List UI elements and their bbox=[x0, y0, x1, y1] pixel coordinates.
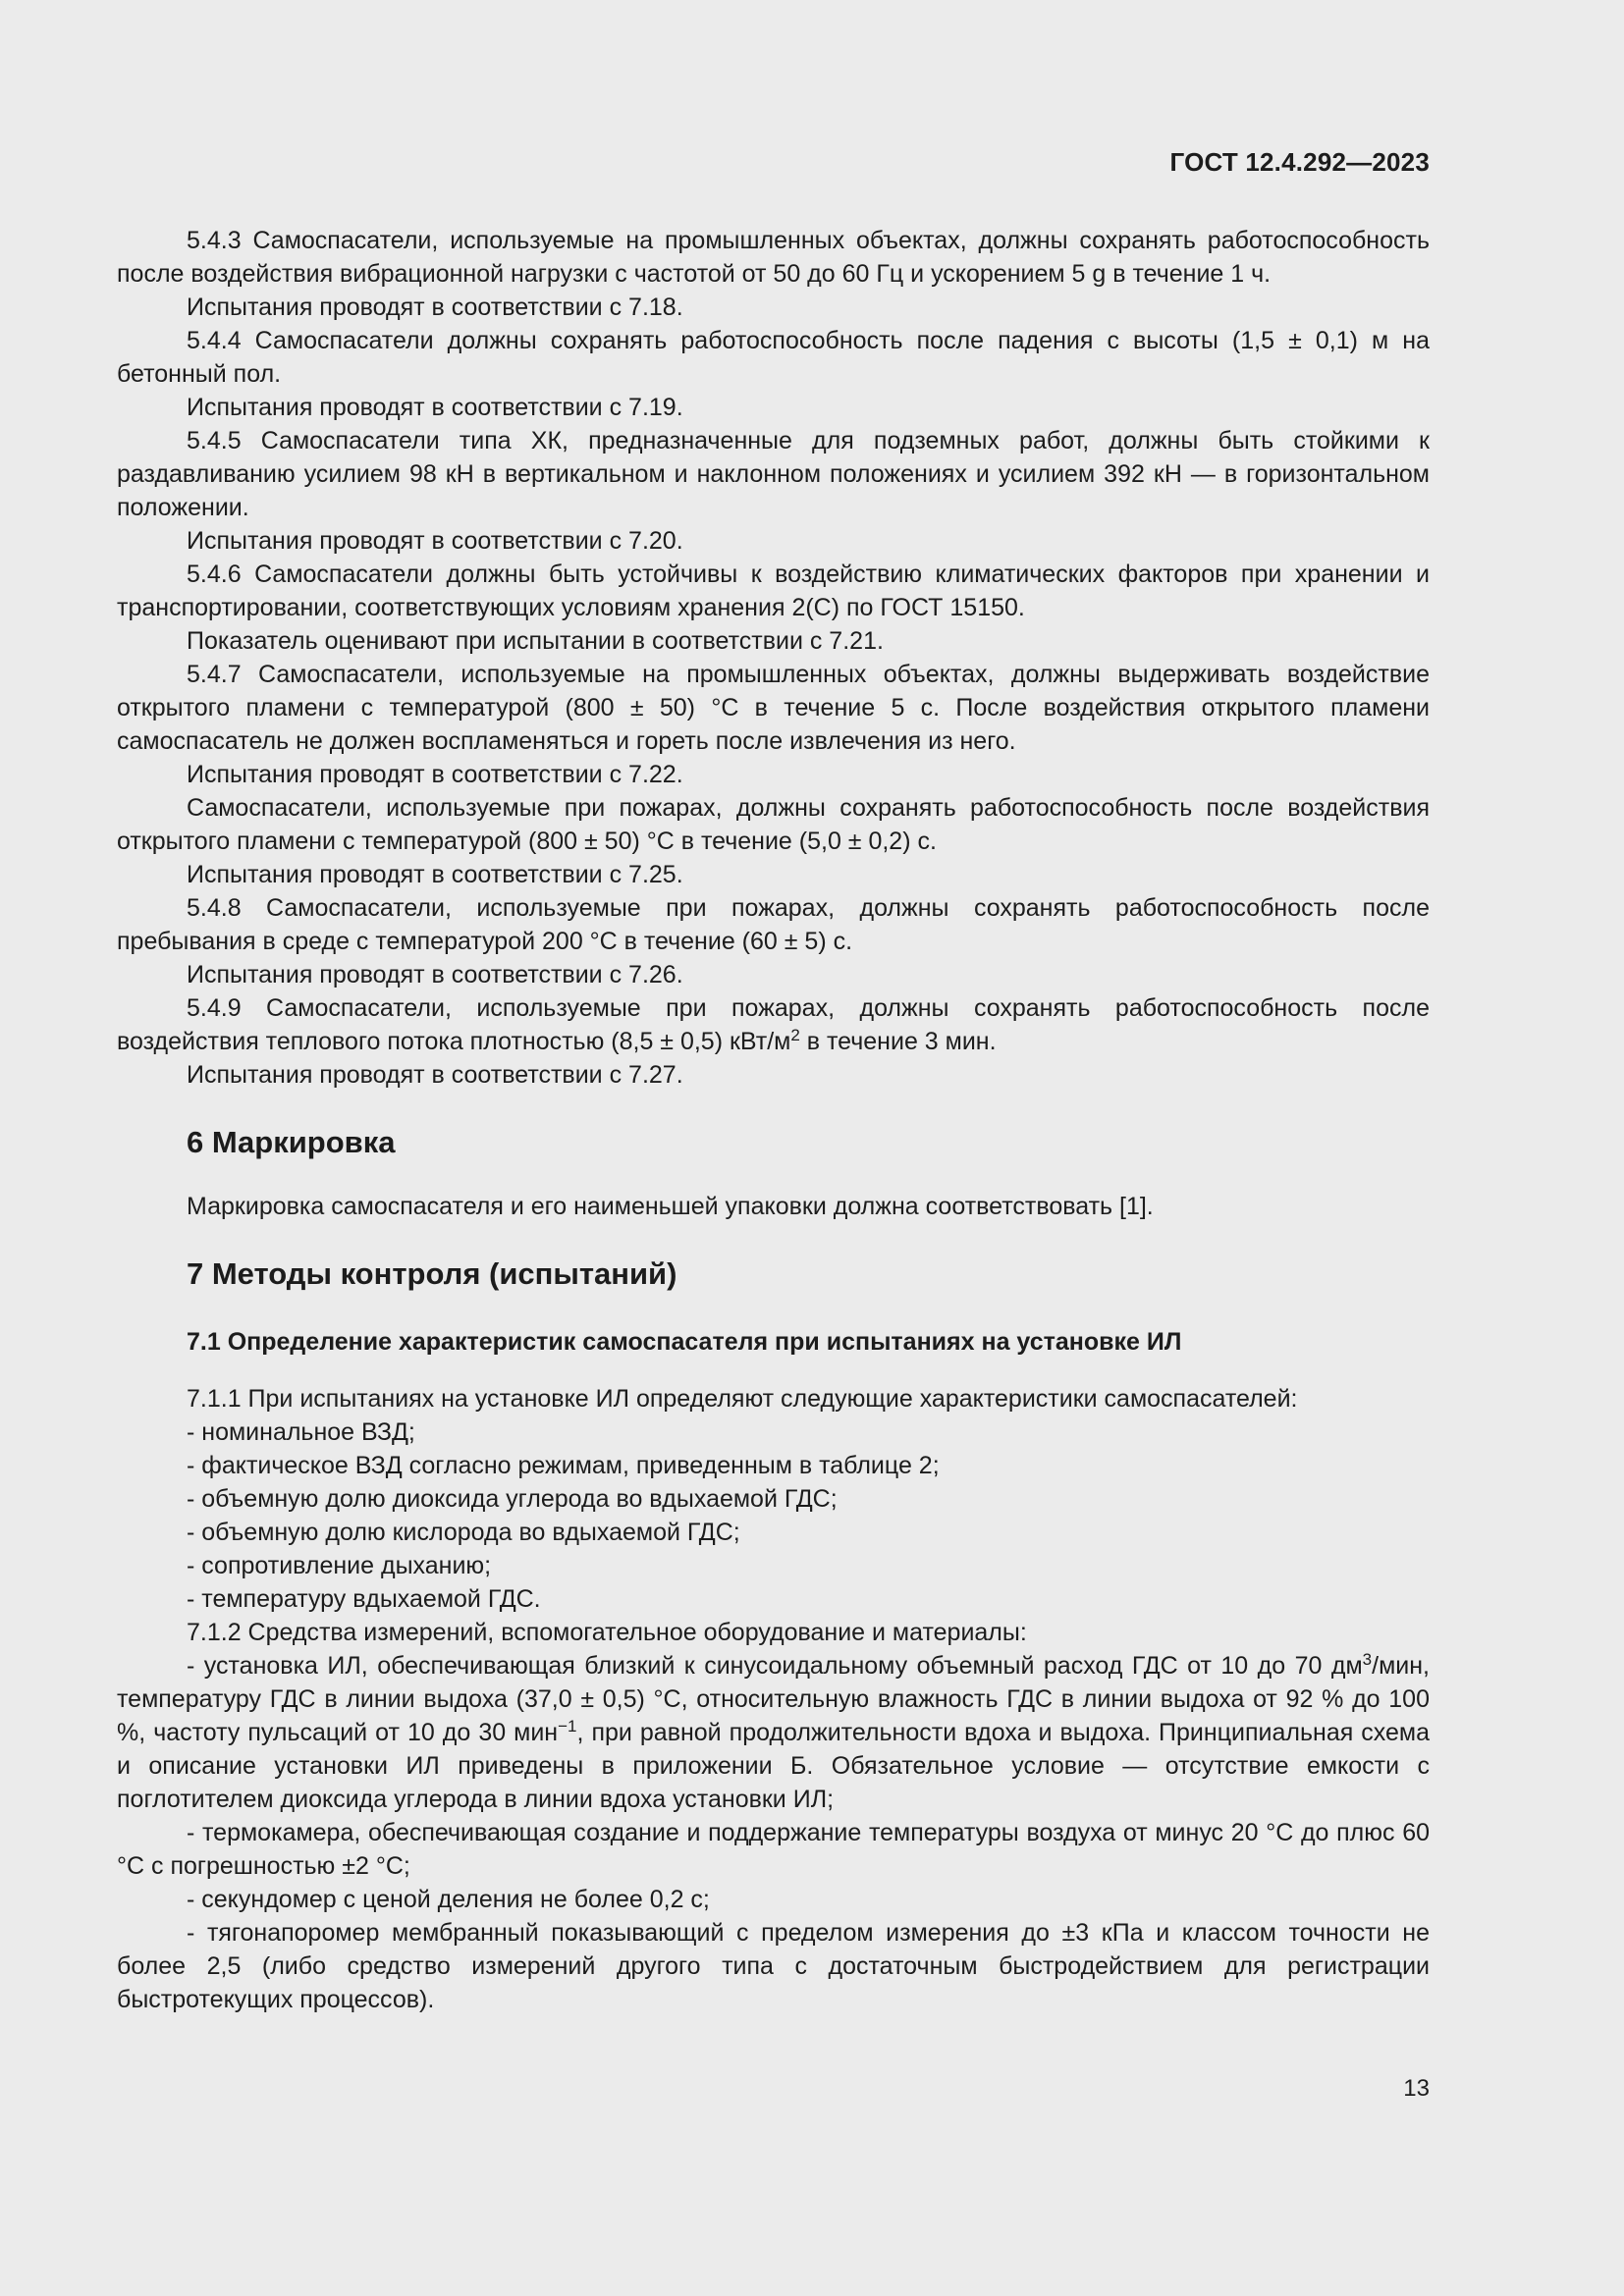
clause-5-4-9 bbox=[117, 991, 1430, 1058]
document-code-header: ГОСТ 12.4.292—2023 bbox=[1169, 147, 1430, 177]
clause-5-4-9-text: 5.4.9 Самоспасатели, используемые при пожарах, должны сохранять работоспособность после воздействия теплового потока плотностью (8,5 ± 0,5) кВт/м bbox=[117, 994, 1430, 1055]
section-6-text: Маркировка самоспасателя и его наименьшей упаковки должна соответствовать [1]. bbox=[187, 1193, 1154, 1220]
section-6-heading: 6 Маркировка bbox=[187, 1125, 396, 1159]
equipment-il-rig-text-3: , при равной продолжительности вдоха и выдоха. Принципиальная схема и описание установки ИЛ приведены в приложении Б. Обязательное условие — отсутствие емкости с поглотителем диоксида углерода в линии вдоха установки ИЛ; bbox=[117, 1719, 1430, 1813]
subsection-7-1-heading: 7.1 Определение характеристик самоспасателя при испытаниях на установке ИЛ bbox=[187, 1328, 1182, 1356]
equipment-pressure-gauge: - тягонапоромер мембранный показывающий с пределом измерения до ±3 кПа и классом точности не более 2,5 (либо средство измерений другого типа с достаточным быстродействием для регистрации быстротекущих процессов). bbox=[117, 1919, 1430, 2013]
list-item: - фактическое ВЗД согласно режимам, приведенным в таблице 2; bbox=[187, 1452, 940, 1479]
section-7-heading: 7 Методы контроля (испытаний) bbox=[187, 1256, 677, 1291]
clause-7-1-1: 7.1.1 При испытаниях на установке ИЛ определяют следующие характеристики самоспасателей: bbox=[187, 1385, 1298, 1413]
superscript-2: 2 bbox=[790, 1026, 800, 1044]
test-reference-7-18: Испытания проводят в соответствии с 7.18. bbox=[187, 294, 683, 321]
test-reference-7-25: Испытания проводят в соответствии с 7.25. bbox=[187, 861, 683, 888]
list-item: - температуру вдыхаемой ГДС. bbox=[187, 1585, 541, 1613]
clause-5-4-3: 5.4.3 Самоспасатели, используемые на промышленных объектах, должны сохранять работоспособность после воздействия вибрационной нагрузки с частотой от 50 до 60 Гц и ускорением 5 g в течение 1 ч. bbox=[117, 227, 1430, 288]
equipment-il-rig bbox=[117, 1649, 1430, 1816]
characteristics-list bbox=[117, 1415, 1430, 1616]
clause-5-4-6: 5.4.6 Самоспасатели должны быть устойчивы к воздействию климатических факторов при хранении и транспортировании, соответствующих условиям хранения 2(С) по ГОСТ 15150. bbox=[117, 561, 1430, 621]
clause-5-4-4: 5.4.4 Самоспасатели должны сохранять работоспособность после падения с высоты (1,5 ± 0,1) м на бетонный пол. bbox=[117, 327, 1430, 388]
list-item: - номинальное ВЗД; bbox=[187, 1418, 415, 1446]
test-reference-7-26: Испытания проводят в соответствии с 7.26. bbox=[187, 961, 683, 988]
page-number: 13 bbox=[1403, 2075, 1430, 2102]
test-reference-7-21: Показатель оценивают при испытании в соответствии с 7.21. bbox=[187, 627, 884, 655]
equipment-stopwatch: - секундомер с ценой деления не более 0,2 с; bbox=[187, 1886, 710, 1913]
test-reference-7-27: Испытания проводят в соответствии с 7.27. bbox=[187, 1061, 683, 1089]
list-item: - объемную долю диоксида углерода во вдыхаемой ГДС; bbox=[187, 1485, 838, 1513]
list-item: - сопротивление дыханию; bbox=[187, 1552, 492, 1579]
superscript-3: 3 bbox=[1362, 1650, 1373, 1669]
page-content bbox=[117, 224, 1430, 2016]
clause-5-4-9-text-end: в течение 3 мин. bbox=[799, 1028, 997, 1055]
equipment-thermal-chamber: - термокамера, обеспечивающая создание и поддержание температуры воздуха от минус 20 °С до плюс 60 °С с погрешностью ±2 °С; bbox=[117, 1819, 1430, 1880]
superscript-minus-1: −1 bbox=[558, 1717, 577, 1735]
equipment-il-rig-text: - установка ИЛ, обеспечивающая близкий к синусоидальному объемный расход ГДС от 10 до 70 дм bbox=[187, 1652, 1363, 1680]
clause-5-4-8: 5.4.8 Самоспасатели, используемые при пожарах, должны сохранять работоспособность после пребывания в среде с температурой 200 °С в течение (60 ± 5) с. bbox=[117, 894, 1430, 955]
clause-5-4-5: 5.4.5 Самоспасатели типа ХК, предназначенные для подземных работ, должны быть стойкими к раздавливанию усилием 98 кН в вертикальном и наклонном положениях и усилием 392 кН — в горизонтальном положении. bbox=[117, 427, 1430, 521]
clause-5-4-7: 5.4.7 Самоспасатели, используемые на промышленных объектах, должны выдерживать воздействие открытого пламени с температурой (800 ± 50) °С в течение 5 с. После воздействия открытого пламени самоспасатель не должен воспламеняться и гореть после извлечения из него. bbox=[117, 661, 1430, 755]
test-reference-7-22: Испытания проводят в соответствии с 7.22. bbox=[187, 761, 683, 788]
test-reference-7-19: Испытания проводят в соответствии с 7.19. bbox=[187, 394, 683, 421]
test-reference-7-20: Испытания проводят в соответствии с 7.20. bbox=[187, 527, 683, 555]
equipment-il-rig-text-2: /мин, температуру ГДС в линии выдоха (37,0 ± 0,5) °С, относительную влажность ГДС в линии выдоха от 92 % до 100 %, частоту пульсаций от 10 до 30 мин bbox=[117, 1652, 1430, 1746]
clause-5-4-7-fire: Самоспасатели, используемые при пожарах, должны сохранять работоспособность после воздействия открытого пламени с температурой (800 ± 50) °С в течение (5,0 ± 0,2) с. bbox=[117, 794, 1430, 855]
list-item: - объемную долю кислорода во вдыхаемой ГДС; bbox=[187, 1519, 740, 1546]
clause-7-1-2: 7.1.2 Средства измерений, вспомогательное оборудование и материалы: bbox=[187, 1619, 1027, 1646]
